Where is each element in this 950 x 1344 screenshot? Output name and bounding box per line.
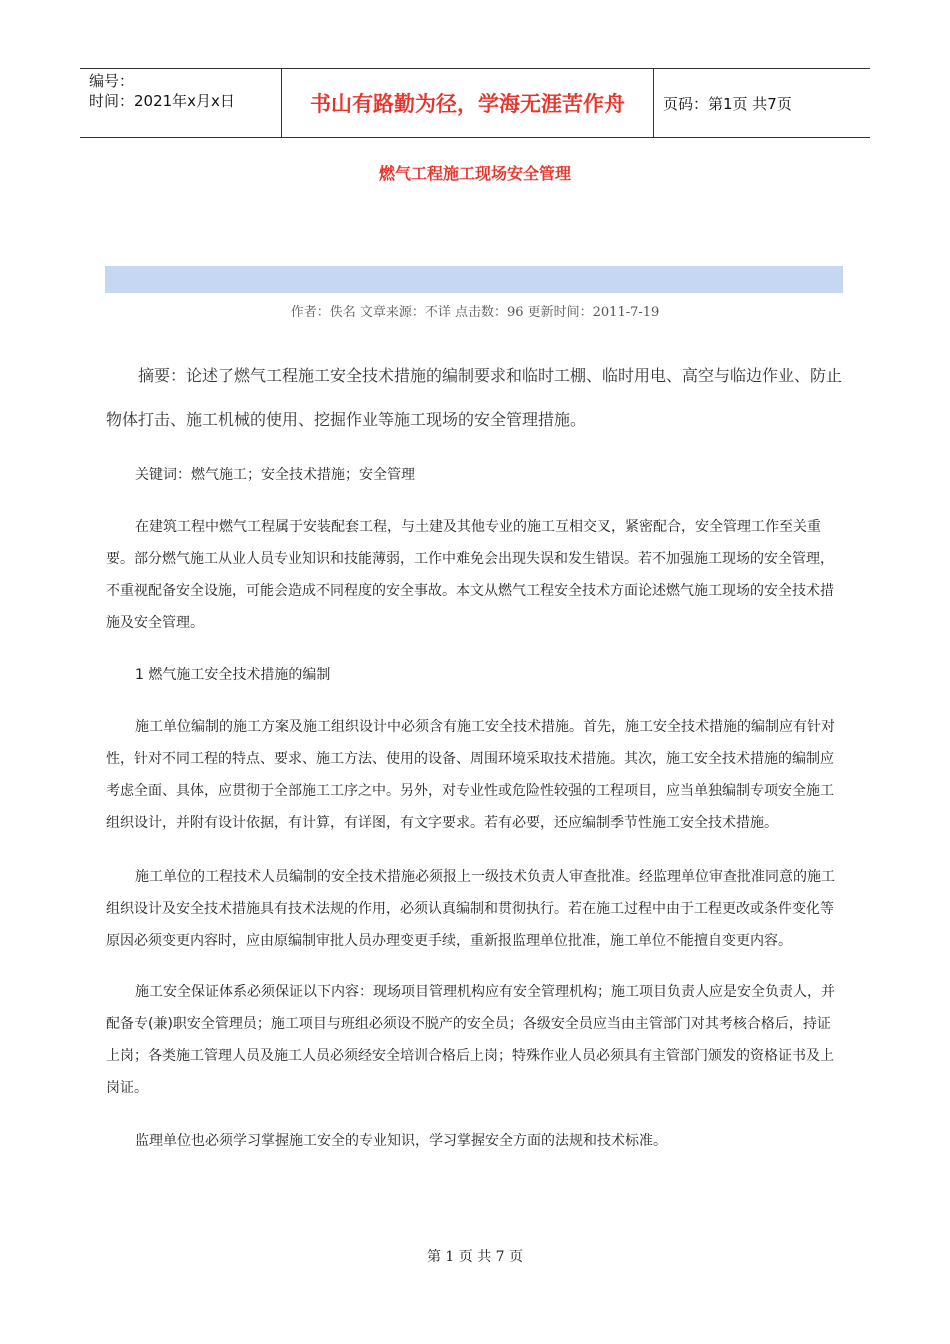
header-info-cell xyxy=(80,69,281,137)
article-meta: 作者：佚名 文章来源：不详 点击数：96 更新时间：2011-7-19 xyxy=(290,305,660,320)
header-page-info: 页码：第1页 共7页 xyxy=(663,94,792,113)
paragraph-supervision: 监理单位也必须学习掌握施工安全的专业知识，学习掌握安全方面的法规和技术标准。 xyxy=(135,1133,667,1149)
paragraph-approval: 施工单位的工程技术人员编制的安全技术措施必须报上一级技术负责人审查批准。经监理单位审查批准同意的施工组织设计及安全技术措施具有技术法规的作用，必须认真编制和贯彻执行。若在施工过程中由于工程更改或条件变化等原因必须变更内容时，应由原编制审批人员办理变更手续，重新报监理单位批准，施工单位不能擅自变更内容。 xyxy=(106,869,835,949)
article-abstract: 摘要：论述了燃气工程施工安全技术措施的编制要求和临时工棚、临时用电、高空与临边作业、防止物体打击、施工机械的使用、挖掘作业等施工现场的安全管理措施。 xyxy=(106,366,843,429)
code-label: 编号： xyxy=(89,72,135,90)
header-motto: 书山有路勤为径，学海无涯苦作舟 xyxy=(281,69,654,137)
page-footer: 第 1 页 共 7 页 xyxy=(426,1249,524,1265)
paragraph-measures: 施工单位编制的施工方案及施工组织设计中必须含有施工安全技术措施。首先，施工安全技术措施的编制应有针对性，针对不同工程的特点、要求、施工方法、使用的设备、周围环境采取技术措施。其次，施工安全技术措施的编制应考虑全面、具体，应贯彻于全部施工工序之中。另外，对专业性或危险性较强的工程项目，应当单独编制专项安全施工组织设计，并附有设计依据，有计算，有详图，有文字要求。若有必要，还应编制季节性施工安全技术措施。 xyxy=(106,719,835,831)
article-keywords: 关键词：燃气施工；安全技术措施；安全管理 xyxy=(135,467,415,483)
paragraph-guarantee-system: 施工安全保证体系必须保证以下内容：现场项目管理机构应有安全管理机构；施工项目负责人应是安全负责人，并配备专(兼)职安全管理员；施工项目与班组必须设不脱产的安全员；各级安全员应当由主管部门对其考核合格后，持证上岗；各类施工管理人员及施工人员必须经安全培训合格后上岗；特殊作业人员必须具有主管部门颁发的资格证书及上岗证。 xyxy=(106,984,835,1096)
time-label: 时间：2021年x月x日 xyxy=(89,92,235,110)
paragraph-intro: 在建筑工程中燃气工程属于安装配套工程，与土建及其他专业的施工互相交叉，紧密配合，安全管理工作至关重要。部分燃气施工从业人员专业知识和技能薄弱，工作中难免会出现失误和发生错误。若不加强施工现场的安全管理，不重视配备安全设施，可能会造成不同程度的安全事故。本文从燃气工程安全技术方面论述燃气施工现场的安全技术措施及安全管理。 xyxy=(106,519,834,631)
title-separator-bar xyxy=(105,266,843,293)
section-heading: 1 燃气施工安全技术措施的编制 xyxy=(135,667,331,683)
document-header xyxy=(80,68,870,138)
article-title: 燃气工程施工现场安全管理 xyxy=(378,164,571,183)
